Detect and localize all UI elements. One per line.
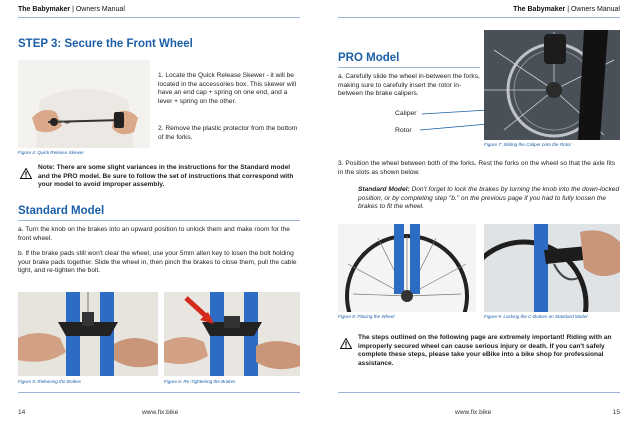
note-text: Note: There are some slight variances in the instructions for the Standard model and the PRO model. Be sure to follow the set of instructions that correspond with your model to avoid improper assembly. [38, 164, 294, 189]
standard-step-a: a. Turn the knob on the brakes into an upward position to unlock them and make room for the front wheel. [18, 226, 290, 242]
figure-5-photo [18, 292, 158, 376]
left-header-section: Owners Manual [75, 6, 125, 13]
right-header-brand: The Babymaker [513, 6, 566, 13]
left-header [18, 6, 125, 13]
step-title: STEP 3: Secure the Front Wheel [18, 38, 193, 50]
left-header-brand: The Babymaker [18, 6, 71, 13]
pro-step-a: a. Carefully slide the wheel in-between the forks, making sure to carefully insert the rotor in-between the brake calipers. [338, 73, 480, 98]
right-header-section: Owners Manual [570, 6, 620, 13]
warning-triangle-icon [20, 168, 32, 179]
figure-4-photo [18, 60, 150, 148]
figure-9-photo [484, 224, 620, 312]
figure-7-photo [484, 30, 620, 140]
left-footer-rule [18, 392, 300, 393]
figure-6-photo [164, 292, 300, 376]
pro-model-rule [338, 67, 480, 68]
standard-model-title: Standard Model [18, 205, 105, 217]
standard-model-note [358, 186, 620, 212]
warning-text: The steps outlined on the following page are extremely important! Riding with an improperly secured wheel can cause serious injury or death. If you can't safely complete these steps, please take your eBike into a bike shop for professional assistance. [358, 334, 612, 367]
right-footer-rule [338, 392, 620, 393]
step-3-text: 3. Position the wheel between both of the forks. Rest the forks on the wheel so that the axle fits in the slots as shown below. [338, 160, 616, 176]
figure-5-caption: Figure 5: Releasing the Brakes [18, 379, 82, 384]
right-header-sep: | [565, 6, 571, 13]
figure-4-caption: Figure 4: Quick Release Skewer [18, 150, 84, 155]
rotor-label: Rotor [395, 127, 412, 134]
callout-lines [420, 108, 490, 134]
right-header [513, 6, 620, 13]
figure-8-photo [338, 224, 476, 312]
right-page-number: 15 [612, 409, 620, 416]
figure-7-caption: Figure 7: Sliding the Caliper onto the Rotor [484, 142, 572, 147]
caliper-label: Caliper [395, 110, 417, 117]
standard-model-rule [18, 220, 300, 221]
standard-model-note-body: Don't forget to lock the brakes by turning the knob into the down-locked position, or by completing step "b." on the previous page if you had to fully loosen the brakes to fit the wheel. [358, 186, 620, 211]
figure-8-caption: Figure 8: Placing the Wheel [338, 314, 395, 319]
step-1-text: 1. Locate the Quick Release Skewer - it will be located in the accessories box. This skewer will have an end cap + spring on one end, and a lever + spring on the other. [158, 72, 297, 105]
warning-triangle-icon-2 [340, 338, 352, 349]
left-page-number: 14 [18, 409, 26, 416]
standard-step-b: b. If the brake pads still won't clear the wheel, use your 5mm allen key to losen the bolt holding your brake pads together. Slide the wheel in, then pinch the brakes to close them, pull the cable tight, and re-tighten the bolt. [18, 250, 297, 275]
pro-model-title: PRO Model [338, 52, 400, 64]
figure-6-caption: Figure 6: Re-Tightening the Brakes [164, 379, 236, 384]
left-footer-url[interactable]: www.fix.bike [142, 409, 179, 416]
figure-9-caption: Figure 9: Locking the C-Brakes on Standard Model [484, 314, 588, 319]
right-footer-url[interactable]: www.fix.bike [455, 409, 492, 416]
standard-model-note-label: Standard Model: [358, 186, 410, 193]
left-header-rule [18, 17, 300, 18]
left-header-sep: | [70, 6, 76, 13]
step-2-text: 2. Remove the plastic protector from the bottom of the forks. [158, 125, 298, 141]
right-header-rule [338, 17, 620, 18]
